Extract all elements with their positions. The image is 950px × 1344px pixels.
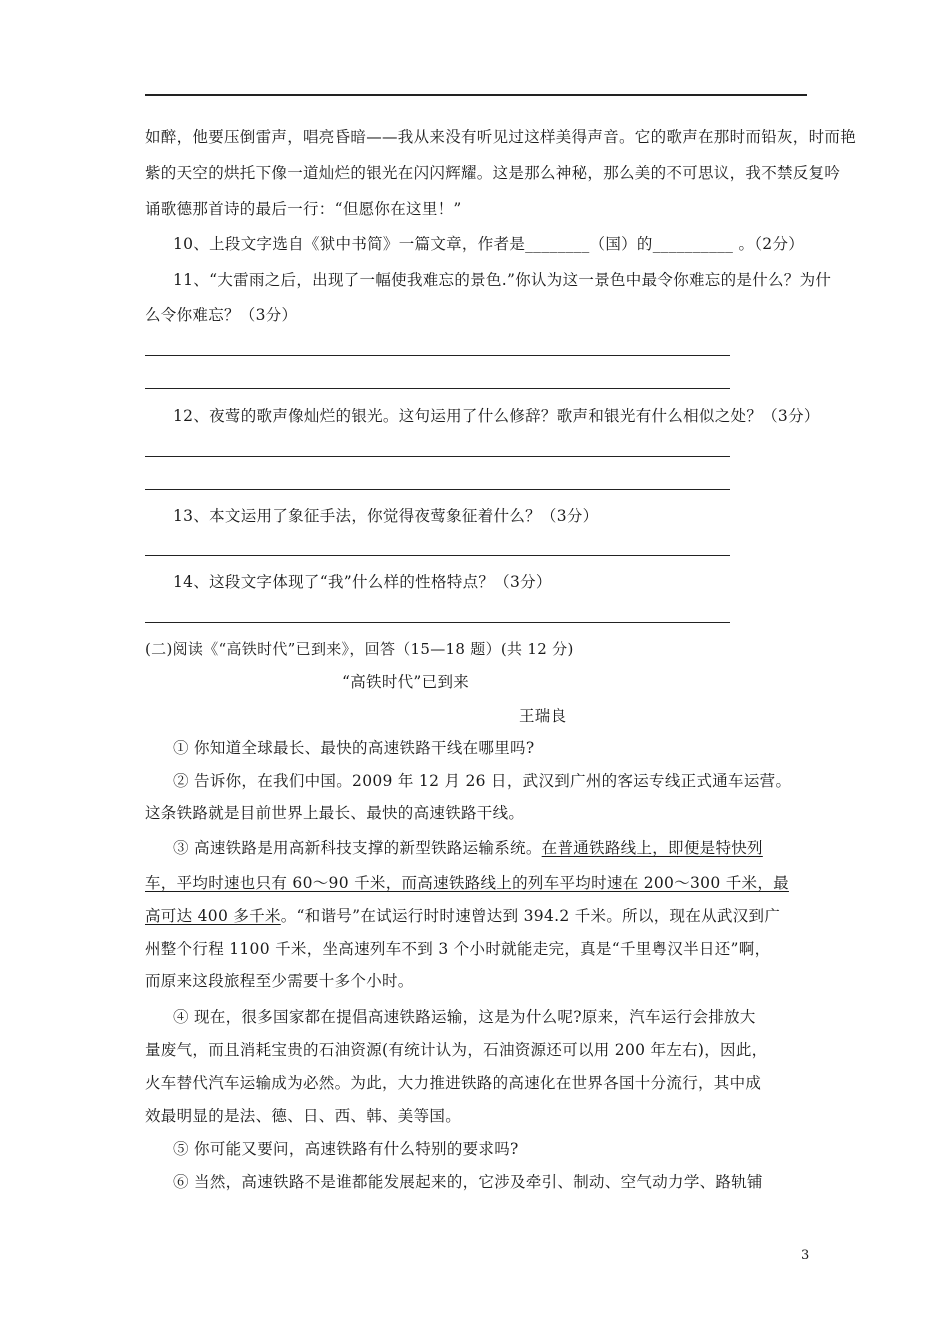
question-12: 12、夜莺的歌声像灿烂的银光。这句运用了什么修辞？歌声和银光有什么相似之处？（3分） (173, 407, 820, 425)
answer-line (145, 355, 730, 356)
paragraph-4-line: 效最明显的是法、德、日、西、韩、美等国。 (145, 1107, 462, 1125)
paragraph-3-line (145, 906, 780, 926)
paragraph-2-line: ② 告诉你，在我们中国。2009 年 12 月 26 日，武汉到广州的客运专线正式通车运营。 (173, 772, 792, 790)
paragraph-1: ① 你知道全球最长、最快的高速铁路干线在哪里吗? (173, 739, 535, 757)
paragraph-3-line (173, 838, 763, 858)
paragraph-3-text: ③ 高速铁路是用高新科技支撑的新型铁路运输系统。 (173, 839, 542, 857)
paragraph-2-line: 这条铁路就是目前世界上最长、最快的高速铁路干线。 (145, 804, 525, 822)
paragraph-4-line: 量废气，而且消耗宝贵的石油资源(有统计认为，石油资源还可以用 200 年左右)，因此， (145, 1041, 768, 1059)
answer-line (145, 622, 730, 623)
question-10: 10、上段文字选自《狱中书简》一篇文章，作者是________（国）的__________ 。（2分） (173, 235, 805, 253)
question-11-line-2: 么令你难忘？（3分） (145, 306, 298, 324)
paragraph-3-line: 而原来这段旅程至少需要十多个小时。 (145, 972, 414, 990)
answer-line (145, 456, 730, 457)
paragraph-5: ⑤ 你可能又要问，高速铁路有什么特别的要求吗? (173, 1140, 519, 1158)
passage-line: 诵歌德那首诗的最后一行：“但愿你在这里！” (145, 200, 462, 218)
paragraph-3-line: 州整个行程 1100 千米，坐高速列车不到 3 个小时就能走完，真是“千里粤汉半日还”啊， (145, 940, 771, 958)
paragraph-3-text: 。“和谐号”在试运行时时速曾达到 394.2 千米。所以，现在从武汉到广 (280, 907, 781, 925)
passage-line: 紫的天空的烘托下像一道灿烂的银光在闪闪辉耀。这是那么神秘，那么美的不可思议，我不禁反复吟 (145, 164, 841, 182)
paragraph-6-line: ⑥ 当然，高速铁路不是谁都能发展起来的，它涉及牵引、制动、空气动力学、路轨铺 (173, 1173, 763, 1191)
top-rule (145, 94, 807, 96)
answer-line (145, 555, 730, 556)
answer-line (145, 388, 730, 389)
paragraph-4-line: ④ 现在，很多国家都在提倡高速铁路运输，这是为什么呢?原来，汽车运行会排放大 (173, 1008, 756, 1026)
section-heading: (二)阅读《“高铁时代”已到来》，回答（15—18 题）(共 12 分) (145, 640, 574, 658)
passage-line: 如醉，他要压倒雷声，唱亮昏暗——我从来没有听见过这样美得声音。它的歌声在那时而铅灰，时而艳 (145, 128, 857, 146)
underlined-text: 在普通铁路线上，即便是特快列 (541, 839, 763, 857)
question-13: 13、本文运用了象征手法，你觉得夜莺象征着什么？（3分） (173, 507, 599, 525)
underlined-text: 车，平均时速也只有 60～90 千米，而高速铁路线上的列车平均时速在 200～300 千米，最 (145, 874, 789, 892)
article-author: 王瑞良 (519, 707, 567, 725)
question-14: 14、这段文字体现了“我”什么样的性格特点？（3分） (173, 573, 552, 591)
article-title: “高铁时代”已到来 (342, 673, 470, 691)
paragraph-4-line: 火车替代汽车运输成为必然。为此，大力推进铁路的高速化在世界各国十分流行，其中成 (145, 1074, 762, 1092)
page-number: 3 (801, 1248, 810, 1263)
question-11-line-1: 11、“大雷雨之后，出现了一幅使我难忘的景色.”你认为这一景色中最令你难忘的是什么？为什 (173, 271, 832, 289)
underlined-text: 高可达 400 多千米 (145, 907, 281, 925)
answer-line (145, 489, 730, 490)
